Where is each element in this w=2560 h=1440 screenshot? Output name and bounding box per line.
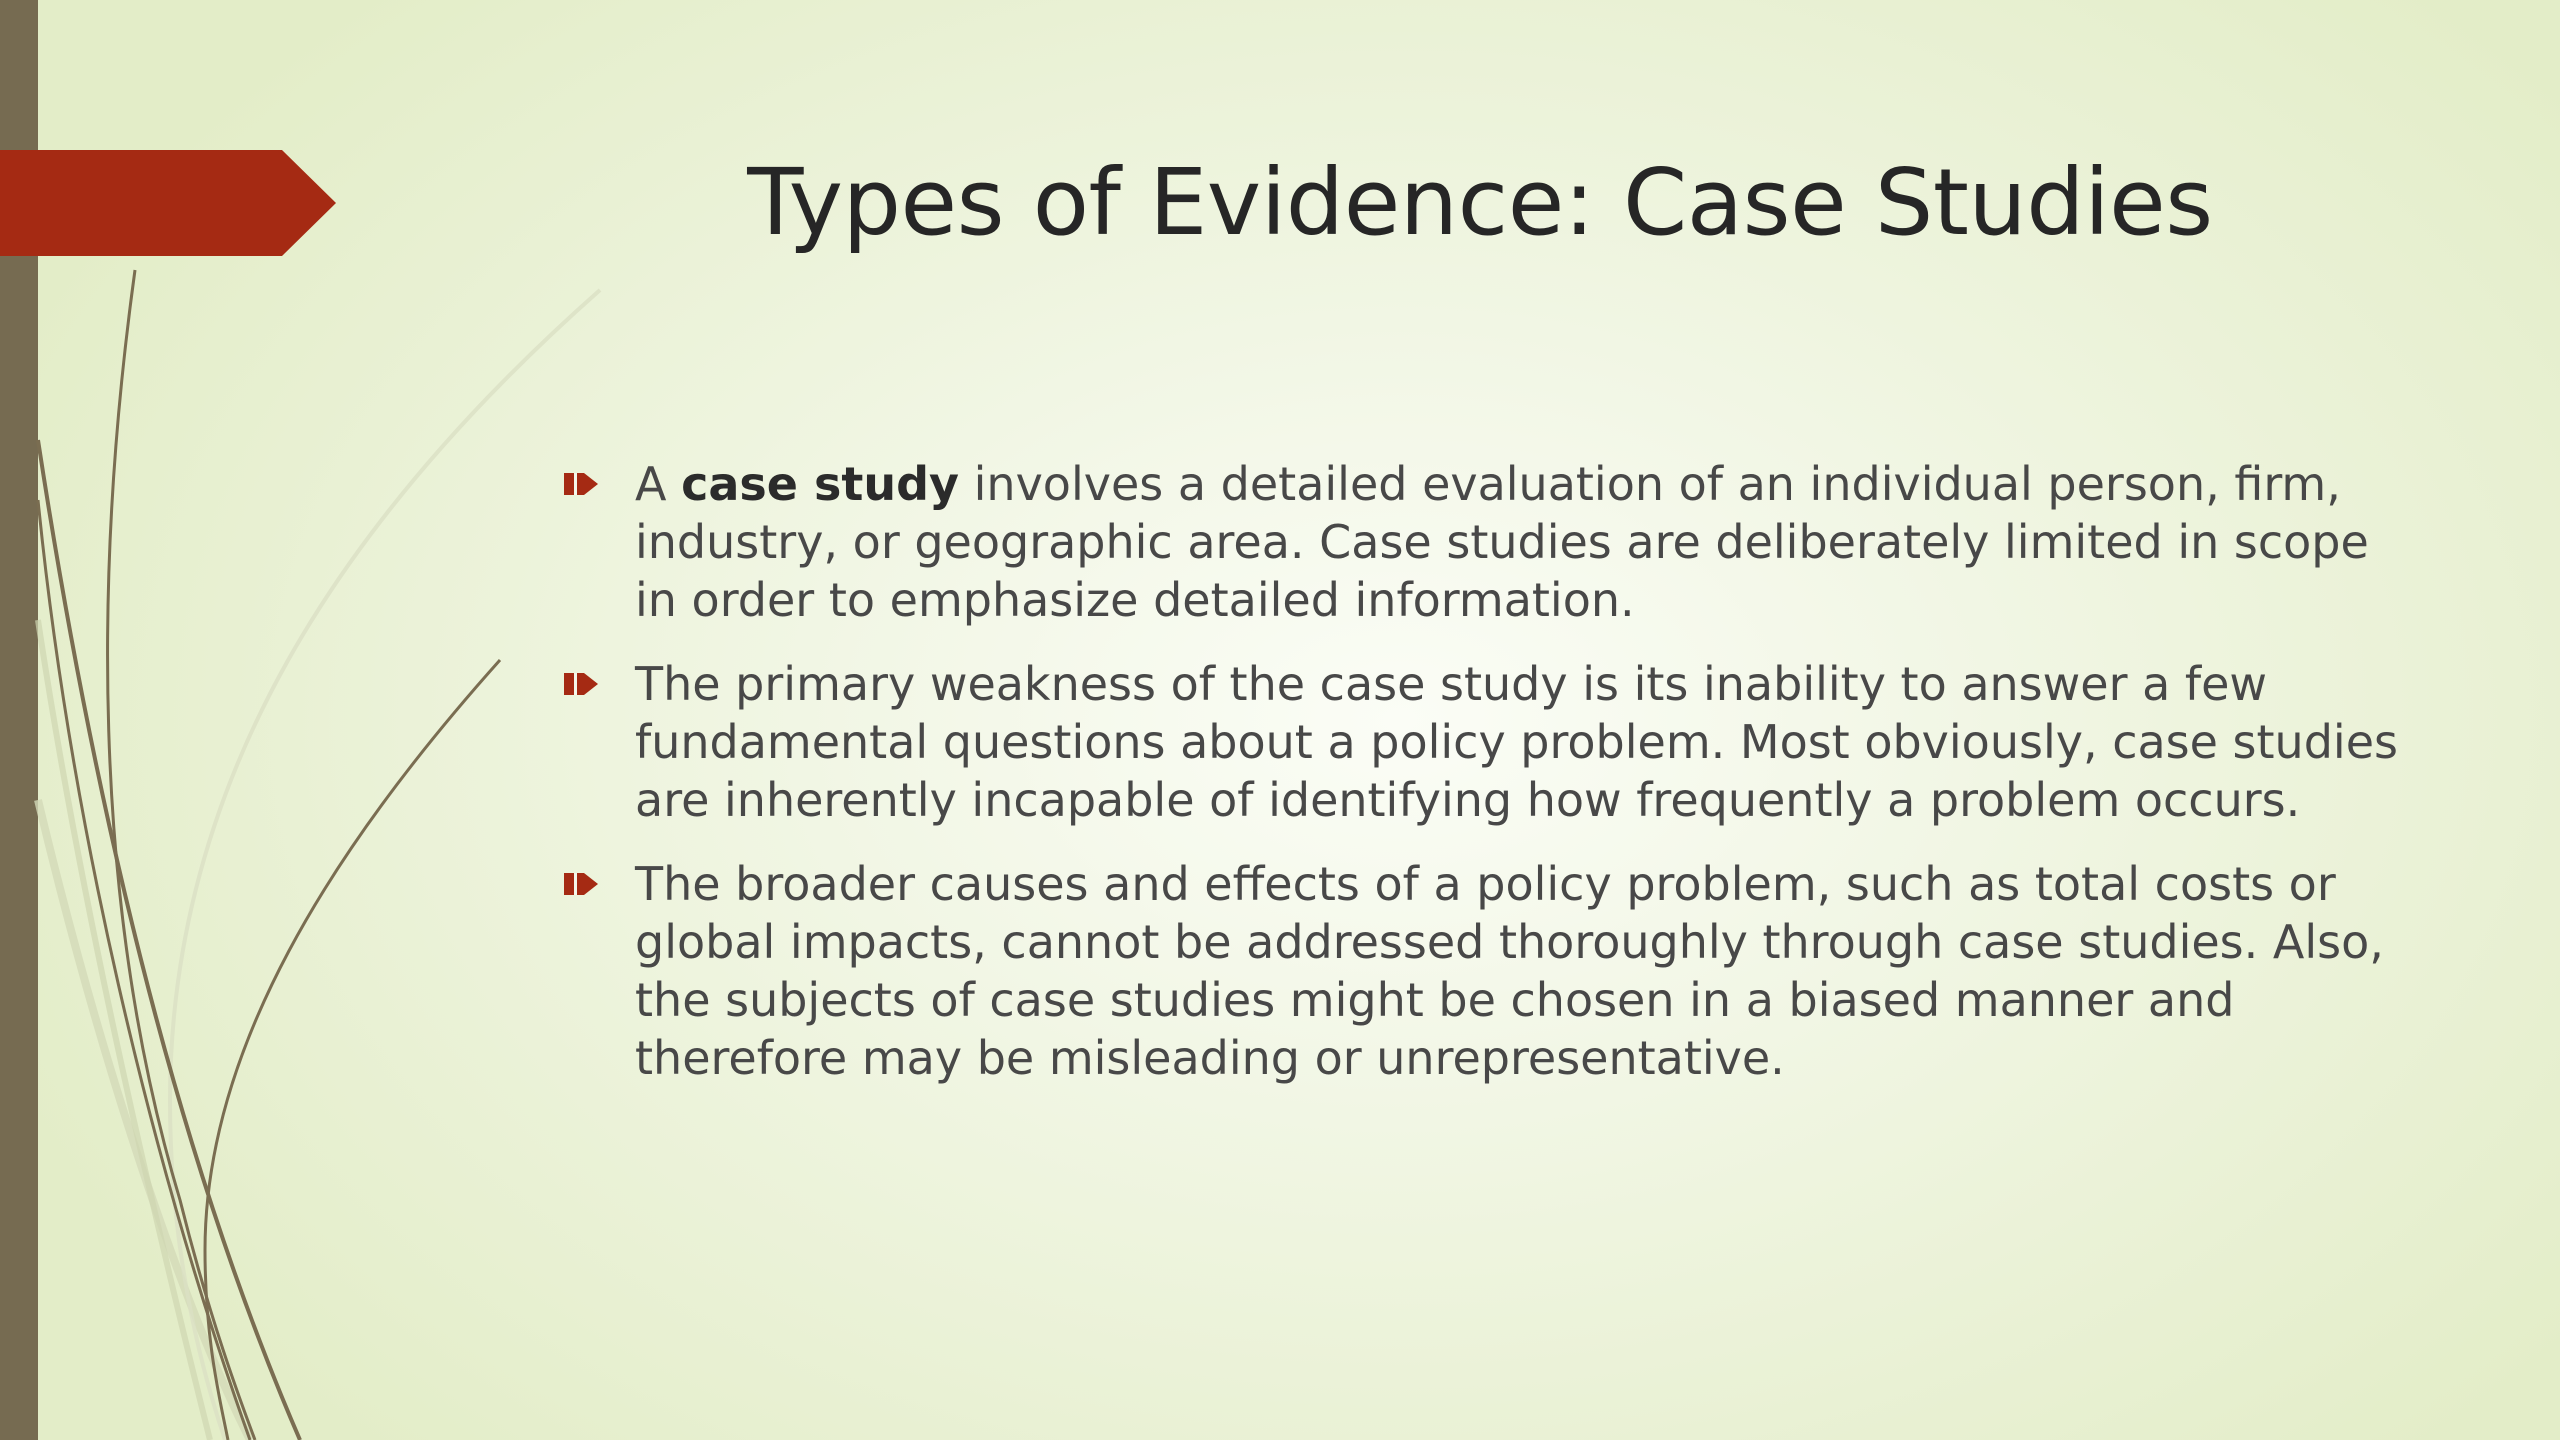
bullet-bold-term: case study [681, 457, 960, 511]
title-accent-arrow [0, 150, 336, 256]
bullet-text [635, 457, 2369, 627]
arrow-bullet-icon [564, 473, 602, 495]
bullet-item [560, 655, 2410, 829]
bullet-prefix: A [635, 457, 682, 511]
bullet-item [560, 455, 2410, 629]
bullet-text [635, 657, 2398, 827]
bullet-item [560, 855, 2410, 1087]
slide-title: Types of Evidence: Case Studies [747, 149, 2213, 256]
arrow-bullet-icon [564, 673, 602, 695]
bullet-text [635, 857, 2384, 1085]
bullet-body: involves a detailed evaluation of an individual person, firm, industry, or geographic area. Case studies are deliberately limited in scope in order to emphasize detailed information. [635, 457, 2369, 627]
bullet-body: The primary weakness of the case study is its inability to answer a few fundamental questions about a policy problem. Most obviously, case studies are inherently incapable of identifying how frequently a problem occurs. [635, 657, 2398, 827]
arrow-bullet-icon [564, 873, 602, 895]
bullet-list [560, 455, 2410, 1113]
bullet-body: The broader causes and effects of a policy problem, such as total costs or global impacts, cannot be addressed thoroughly through case studies. Also, the subjects of case studies might be chosen in a biased manner and therefore may be misleading or unrepresentative. [635, 857, 2384, 1085]
